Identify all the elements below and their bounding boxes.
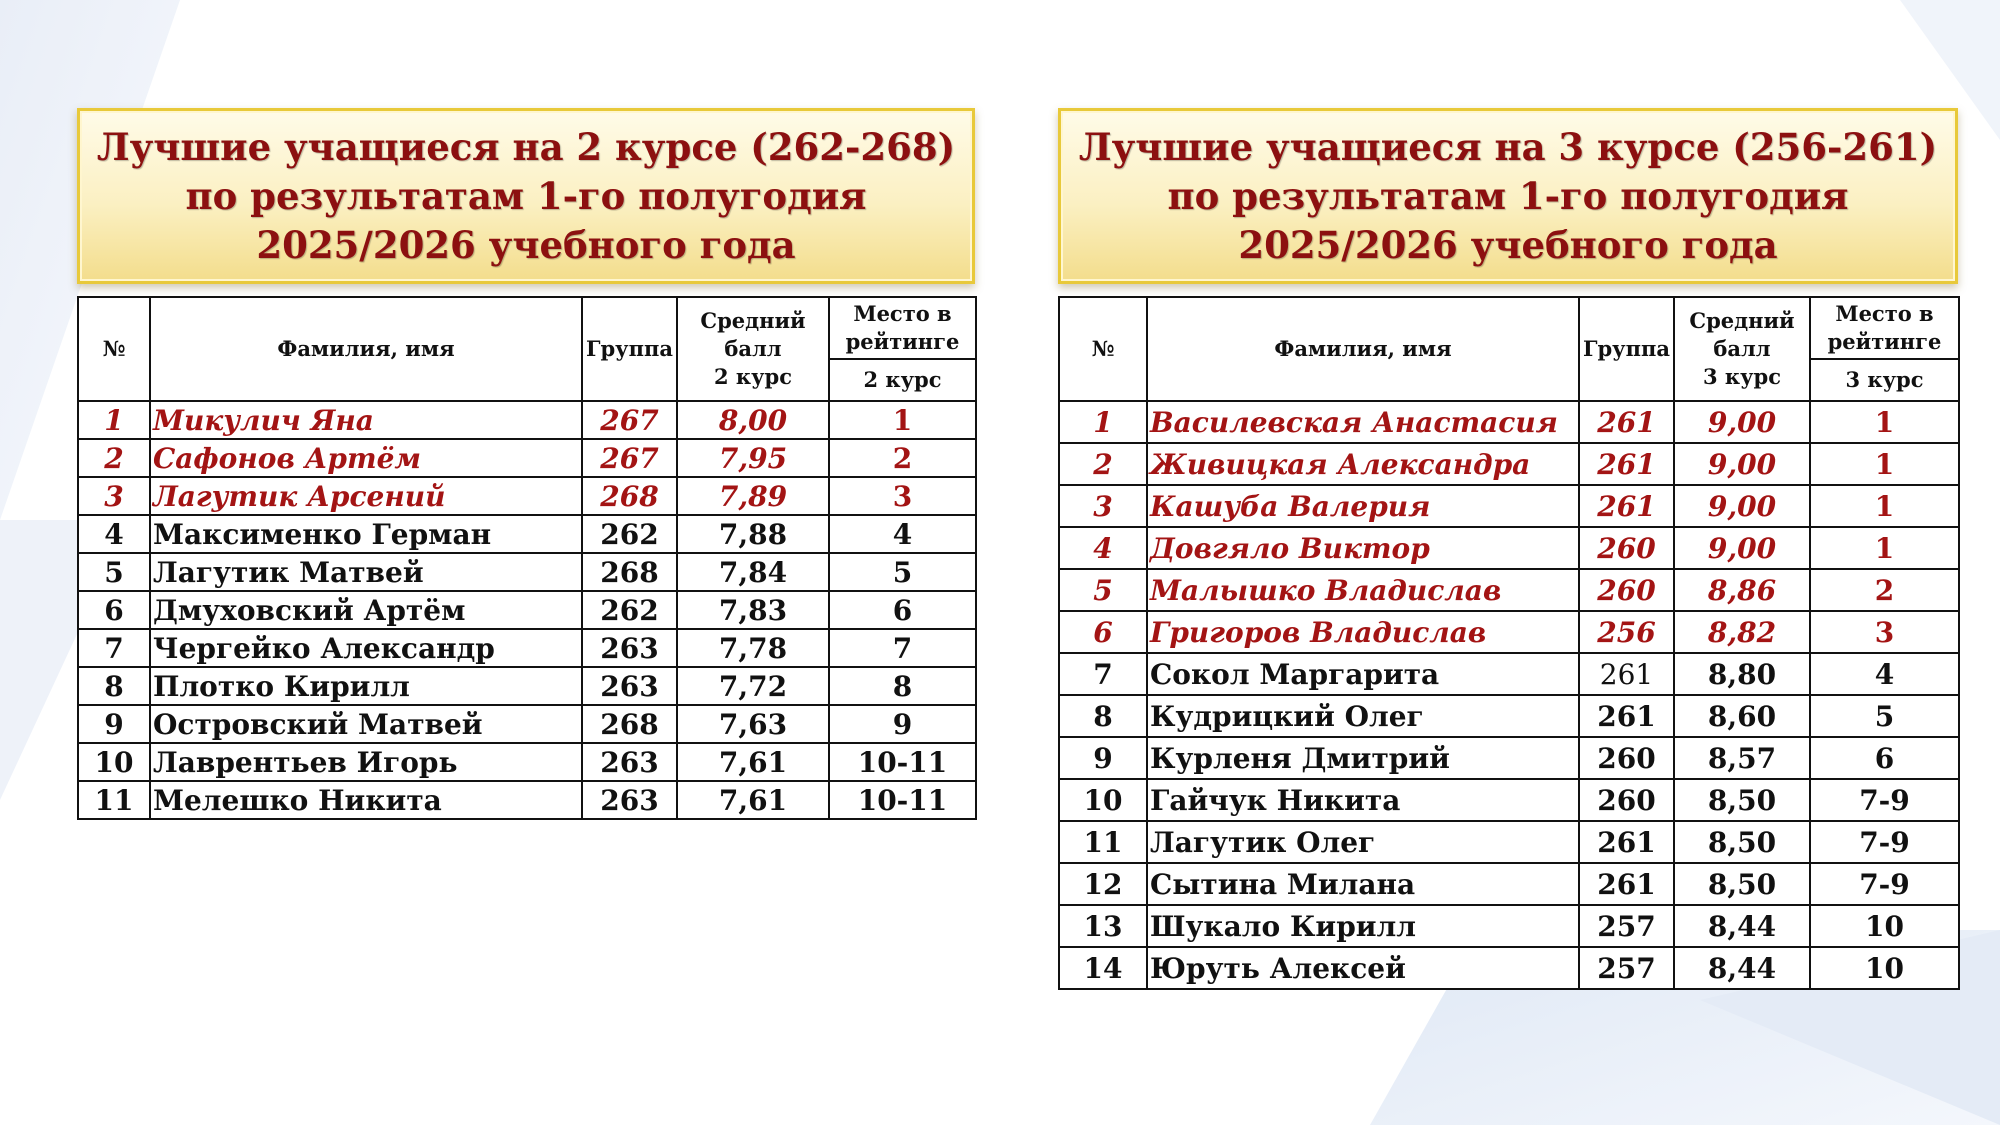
student-name: Юруть Алексей — [1147, 947, 1579, 989]
average-score: 8,80 — [1674, 653, 1810, 695]
row-number: 13 — [1059, 905, 1147, 947]
average-score: 8,57 — [1674, 737, 1810, 779]
average-score: 7,72 — [677, 667, 829, 705]
title-box-course-3 — [1058, 108, 1958, 284]
student-name: Курленя Дмитрий — [1147, 737, 1579, 779]
row-number: 11 — [78, 781, 150, 819]
rating-place: 10-11 — [829, 781, 976, 819]
row-number: 8 — [78, 667, 150, 705]
table-row — [78, 553, 976, 591]
group-number: 261 — [1579, 401, 1674, 443]
student-name: Кашуба Валерия — [1147, 485, 1579, 527]
row-number: 6 — [78, 591, 150, 629]
group-number: 262 — [582, 591, 677, 629]
group-number: 267 — [582, 439, 677, 477]
average-score: 9,00 — [1674, 485, 1810, 527]
rating-place: 6 — [829, 591, 976, 629]
header-rank — [829, 297, 976, 359]
header-average — [677, 297, 829, 401]
average-score: 7,61 — [677, 743, 829, 781]
rating-place: 1 — [1810, 443, 1959, 485]
average-score: 9,00 — [1674, 527, 1810, 569]
average-score: 8,86 — [1674, 569, 1810, 611]
row-number: 9 — [78, 705, 150, 743]
student-name: Мелешко Никита — [150, 781, 582, 819]
group-number: 260 — [1579, 569, 1674, 611]
rating-place: 3 — [829, 477, 976, 515]
student-name: Островский Матвей — [150, 705, 582, 743]
header-average-line-3: 3 курс — [1702, 364, 1781, 389]
row-number: 3 — [1059, 485, 1147, 527]
average-score: 8,44 — [1674, 947, 1810, 989]
group-number: 260 — [1579, 527, 1674, 569]
table-row — [1059, 653, 1959, 695]
table-row — [78, 781, 976, 819]
student-name: Лагутик Матвей — [150, 553, 582, 591]
average-score: 7,61 — [677, 781, 829, 819]
table-row — [78, 591, 976, 629]
header-average-line-1: Средний — [700, 308, 806, 333]
student-name: Сафонов Артём — [150, 439, 582, 477]
average-score: 7,78 — [677, 629, 829, 667]
header-name: Фамилия, имя — [1147, 297, 1579, 401]
rating-place: 7-9 — [1810, 779, 1959, 821]
rating-place: 4 — [829, 515, 976, 553]
row-number: 1 — [1059, 401, 1147, 443]
panel-course-3 — [1058, 108, 1958, 990]
rating-place: 6 — [1810, 737, 1959, 779]
rating-place: 8 — [829, 667, 976, 705]
rating-place: 10 — [1810, 947, 1959, 989]
header-average-line-2: балл — [724, 336, 782, 361]
average-score: 8,50 — [1674, 821, 1810, 863]
group-number: 263 — [582, 629, 677, 667]
title-line-1: Лучшие учащиеся на 3 курсе (256-261) — [1078, 124, 1938, 169]
rating-place: 5 — [829, 553, 976, 591]
header-average-line-3: 2 курс — [713, 364, 792, 389]
group-number: 268 — [582, 553, 677, 591]
group-number: 263 — [582, 667, 677, 705]
header-rank-line-2: рейтинге — [845, 329, 960, 354]
average-score: 8,60 — [1674, 695, 1810, 737]
table-row — [1059, 779, 1959, 821]
rating-place: 9 — [829, 705, 976, 743]
table-row — [78, 629, 976, 667]
rating-place: 10 — [1810, 905, 1959, 947]
student-name: Плотко Кирилл — [150, 667, 582, 705]
group-number: 257 — [1579, 947, 1674, 989]
row-number: 8 — [1059, 695, 1147, 737]
group-number: 257 — [1579, 905, 1674, 947]
table-row — [1059, 695, 1959, 737]
rating-place: 7 — [829, 629, 976, 667]
rating-place: 2 — [1810, 569, 1959, 611]
table-row — [1059, 569, 1959, 611]
title-box-course-2 — [77, 108, 975, 284]
average-score: 7,83 — [677, 591, 829, 629]
table-row — [1059, 821, 1959, 863]
average-score: 8,82 — [1674, 611, 1810, 653]
table-row — [78, 705, 976, 743]
header-group: Группа — [1579, 297, 1674, 401]
table-row — [78, 667, 976, 705]
rating-place: 7-9 — [1810, 863, 1959, 905]
header-rank-line-2: рейтинге — [1827, 329, 1942, 354]
student-name: Кудрицкий Олег — [1147, 695, 1579, 737]
average-score: 7,84 — [677, 553, 829, 591]
header-average-line-2: балл — [1713, 336, 1771, 361]
student-name: Василевская Анастасия — [1147, 401, 1579, 443]
student-name: Шукало Кирилл — [1147, 905, 1579, 947]
average-score: 8,44 — [1674, 905, 1810, 947]
table-row — [1059, 401, 1959, 443]
table-row — [1059, 737, 1959, 779]
title-line-3: 2025/2026 учебного года — [256, 222, 796, 267]
table-row — [78, 477, 976, 515]
table-row — [1059, 947, 1959, 989]
rating-place: 5 — [1810, 695, 1959, 737]
header-average — [1674, 297, 1810, 401]
table-row — [1059, 443, 1959, 485]
table-row — [78, 439, 976, 477]
student-name: Сытина Милана — [1147, 863, 1579, 905]
row-number: 7 — [1059, 653, 1147, 695]
student-name: Довгяло Виктор — [1147, 527, 1579, 569]
group-number: 268 — [582, 705, 677, 743]
student-name: Лагутик Арсений — [150, 477, 582, 515]
average-score: 7,88 — [677, 515, 829, 553]
rating-place: 3 — [1810, 611, 1959, 653]
title-line-2: по результатам 1-го полугодия — [1167, 173, 1849, 218]
row-number: 4 — [78, 515, 150, 553]
row-number: 4 — [1059, 527, 1147, 569]
table-row — [1059, 485, 1959, 527]
group-number: 260 — [1579, 737, 1674, 779]
group-number: 262 — [582, 515, 677, 553]
rating-place: 1 — [1810, 401, 1959, 443]
rating-place: 2 — [829, 439, 976, 477]
header-group: Группа — [582, 297, 677, 401]
row-number: 12 — [1059, 863, 1147, 905]
student-name: Живицкая Александра — [1147, 443, 1579, 485]
header-name: Фамилия, имя — [150, 297, 582, 401]
group-number: 260 — [1579, 779, 1674, 821]
table-row — [1059, 527, 1959, 569]
header-num: № — [1059, 297, 1147, 401]
average-score: 7,63 — [677, 705, 829, 743]
student-name: Лагутик Олег — [1147, 821, 1579, 863]
panel-course-2 — [77, 108, 975, 820]
table-row — [1059, 863, 1959, 905]
row-number: 7 — [78, 629, 150, 667]
row-number: 2 — [1059, 443, 1147, 485]
row-number: 14 — [1059, 947, 1147, 989]
row-number: 6 — [1059, 611, 1147, 653]
group-number: 263 — [582, 743, 677, 781]
header-num: № — [78, 297, 150, 401]
row-number: 5 — [78, 553, 150, 591]
row-number: 3 — [78, 477, 150, 515]
student-name: Чергейко Александр — [150, 629, 582, 667]
average-score: 8,50 — [1674, 863, 1810, 905]
group-number: 261 — [1579, 863, 1674, 905]
row-number: 11 — [1059, 821, 1147, 863]
header-rank-line-1: Место в — [1835, 301, 1934, 326]
title-line-3: 2025/2026 учебного года — [1238, 222, 1778, 267]
student-name: Микулич Яна — [150, 401, 582, 439]
student-name: Максименко Герман — [150, 515, 582, 553]
group-number: 267 — [582, 401, 677, 439]
table-row — [78, 743, 976, 781]
header-rank-course: 3 курс — [1810, 359, 1959, 401]
group-number: 261 — [1579, 821, 1674, 863]
group-number: 256 — [1579, 611, 1674, 653]
rating-place: 1 — [1810, 485, 1959, 527]
average-score: 7,95 — [677, 439, 829, 477]
average-score: 8,00 — [677, 401, 829, 439]
rating-place: 7-9 — [1810, 821, 1959, 863]
results-table-course-3 — [1058, 296, 1960, 990]
average-score: 7,89 — [677, 477, 829, 515]
table-row — [1059, 905, 1959, 947]
student-name: Лаврентьев Игорь — [150, 743, 582, 781]
average-score: 8,50 — [1674, 779, 1810, 821]
group-number: 261 — [1579, 443, 1674, 485]
header-rank — [1810, 297, 1959, 359]
group-number: 268 — [582, 477, 677, 515]
rating-place: 1 — [1810, 527, 1959, 569]
student-name: Сокол Маргарита — [1147, 653, 1579, 695]
average-score: 9,00 — [1674, 443, 1810, 485]
group-number: 261 — [1579, 653, 1674, 695]
row-number: 9 — [1059, 737, 1147, 779]
student-name: Григоров Владислав — [1147, 611, 1579, 653]
table-row — [78, 515, 976, 553]
row-number: 2 — [78, 439, 150, 477]
header-rank-line-1: Место в — [853, 301, 952, 326]
rating-place: 1 — [829, 401, 976, 439]
student-name: Гайчук Никита — [1147, 779, 1579, 821]
results-table-course-2 — [77, 296, 977, 820]
row-number: 5 — [1059, 569, 1147, 611]
rating-place: 4 — [1810, 653, 1959, 695]
row-number: 10 — [1059, 779, 1147, 821]
group-number: 261 — [1579, 485, 1674, 527]
group-number: 263 — [582, 781, 677, 819]
title-line-1: Лучшие учащиеся на 2 курсе (262-268) — [96, 124, 956, 169]
student-name: Малышко Владислав — [1147, 569, 1579, 611]
table-row — [78, 401, 976, 439]
header-average-line-1: Средний — [1689, 308, 1795, 333]
header-rank-course: 2 курс — [829, 359, 976, 401]
title-line-2: по результатам 1-го полугодия — [185, 173, 867, 218]
row-number: 10 — [78, 743, 150, 781]
rating-place: 10-11 — [829, 743, 976, 781]
row-number: 1 — [78, 401, 150, 439]
table-row — [1059, 611, 1959, 653]
average-score: 9,00 — [1674, 401, 1810, 443]
group-number: 261 — [1579, 695, 1674, 737]
student-name: Дмуховский Артём — [150, 591, 582, 629]
